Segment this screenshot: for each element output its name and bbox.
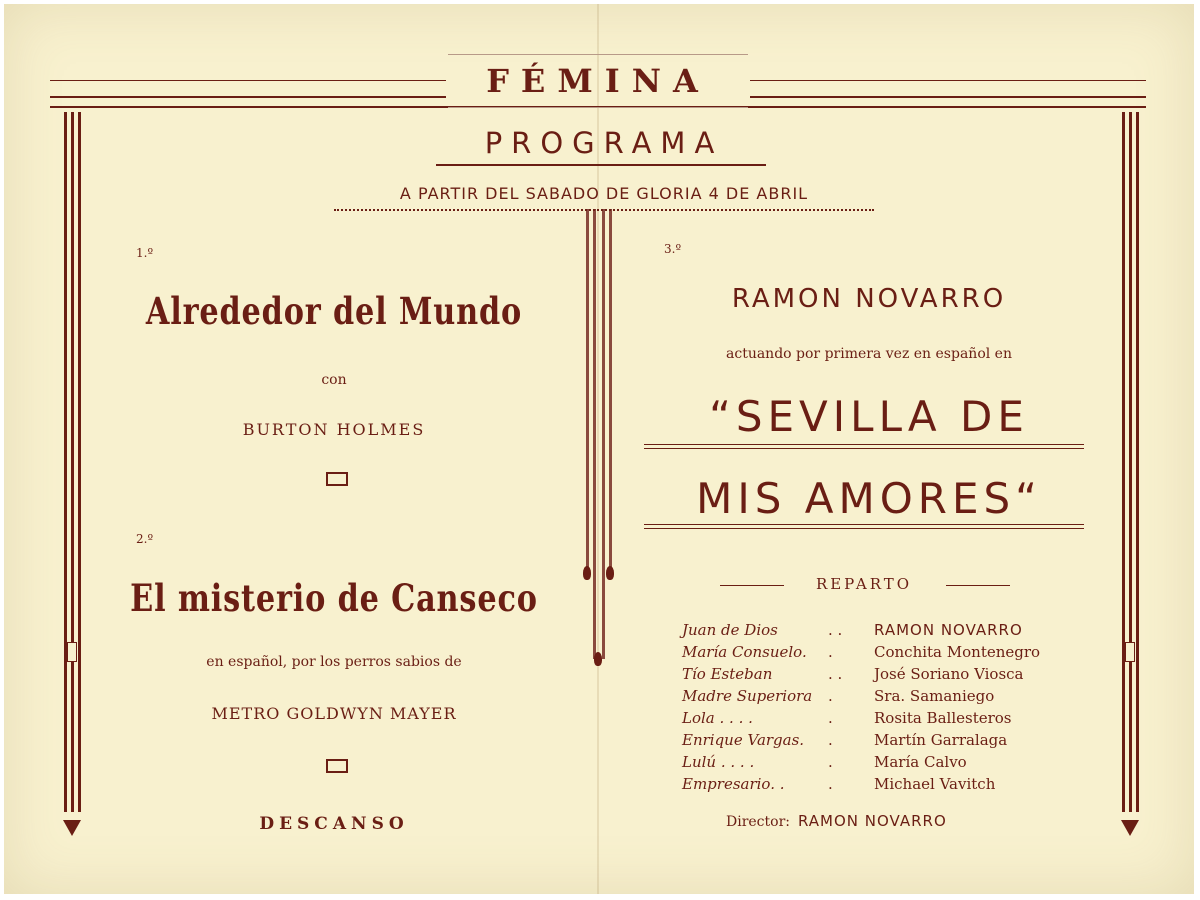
cast-actor: Conchita Montenegro: [874, 643, 1041, 661]
arrow-down-icon: [1121, 820, 1139, 836]
center-cord: [593, 209, 596, 659]
cast-actor: Rosita Ballesteros: [874, 709, 1012, 727]
header-rule: [750, 96, 1146, 98]
item-number: 3.º: [664, 242, 682, 256]
cast-row: [654, 753, 1074, 775]
program-date: A PARTIR DEL SABADO DE GLORIA 4 DE ABRIL: [399, 184, 809, 203]
film-title-2: El misterio de Canseco: [130, 576, 538, 620]
title-rule: [644, 444, 1084, 445]
item-number: 2.º: [136, 532, 154, 546]
title-rule: [644, 524, 1084, 525]
cast-row: [654, 621, 1074, 643]
arrow-down-icon: [63, 820, 81, 836]
cast-row: [654, 775, 1074, 797]
center-cord: [602, 209, 605, 659]
presenter-name: BURTON HOLMES: [242, 420, 426, 439]
cast-actor: Martín Garralaga: [874, 731, 1008, 749]
date-rule: [334, 209, 874, 211]
cast-actor: José Soriano Viosca: [874, 665, 1024, 683]
center-cord: [609, 209, 612, 569]
program-title: PROGRAMA: [484, 126, 724, 160]
right-pillar: [1118, 112, 1142, 812]
cast-actor: María Calvo: [874, 753, 967, 771]
cast-dots: .: [828, 643, 833, 661]
program-sheet: [4, 4, 1194, 894]
tassel-icon: [606, 566, 614, 580]
cast-role: Enrique Vargas.: [682, 731, 805, 749]
separator-box-icon: [326, 759, 348, 773]
cast-role: Tío Esteban: [682, 665, 773, 683]
film-title-3-line2: MIS AMORES“: [696, 474, 1042, 523]
cast-row: [654, 731, 1074, 753]
header-rule: [50, 96, 446, 98]
cast-heading: REPARTO: [815, 575, 913, 593]
item-number: 1.º: [136, 246, 154, 260]
cast-actor: RAMON NOVARRO: [874, 621, 1023, 639]
title-rule: [644, 528, 1084, 529]
film-2-subtitle: en español, por los perros sabios de: [206, 654, 462, 670]
header-rule: [750, 80, 1146, 81]
reparto-rule: [946, 585, 1010, 586]
film-title-3-line1: “SEVILLA DE: [709, 392, 1029, 441]
with-label: con: [321, 372, 347, 388]
theater-name: FÉMINA: [448, 54, 748, 108]
film-title-1: Alrededor del Mundo: [145, 289, 523, 333]
cast-dots: .: [828, 687, 833, 705]
reparto-rule: [720, 585, 784, 586]
program-title-rule: [436, 164, 766, 166]
cast-role: Lulú . . . .: [682, 753, 755, 771]
cast-role: Empresario. .: [682, 775, 785, 793]
tassel-icon: [583, 566, 591, 580]
cast-actor: Sra. Samaniego: [874, 687, 995, 705]
tassel-icon: [594, 652, 602, 666]
director-line: [726, 812, 1086, 831]
cast-role: Madre Superiora: [682, 687, 813, 705]
separator-box-icon: [326, 472, 348, 486]
header-rule: [50, 80, 446, 81]
cast-row: [654, 687, 1074, 709]
cast-dots: .: [828, 753, 833, 771]
cast-dots: .: [828, 731, 833, 749]
star-subtitle: actuando por primera vez en español en: [726, 346, 1012, 362]
center-cord: [586, 209, 589, 569]
left-pillar: [60, 112, 84, 812]
cast-dots: .: [828, 775, 833, 793]
title-rule: [644, 448, 1084, 449]
cast-row: [654, 665, 1074, 687]
cast-role: Lola . . . .: [682, 709, 753, 727]
intermission: DESCANSO: [259, 814, 409, 834]
star-name: RAMON NOVARRO: [731, 284, 1007, 314]
director-label: Director:: [726, 814, 790, 830]
cast-row: [654, 643, 1074, 665]
cast-dots: . .: [828, 621, 843, 639]
cast-row: [654, 709, 1074, 731]
cast-dots: . .: [828, 665, 843, 683]
cast-actor: Michael Vavitch: [874, 775, 996, 793]
cast-role: María Consuelo.: [682, 643, 807, 661]
director-name: RAMON NOVARRO: [797, 812, 947, 830]
studio-name: METRO GOLDWYN MAYER: [211, 704, 457, 723]
pillar-slot: [1125, 642, 1135, 662]
cast-dots: .: [828, 709, 833, 727]
pillar-slot: [67, 642, 77, 662]
cast-role: Juan de Dios: [682, 621, 778, 639]
